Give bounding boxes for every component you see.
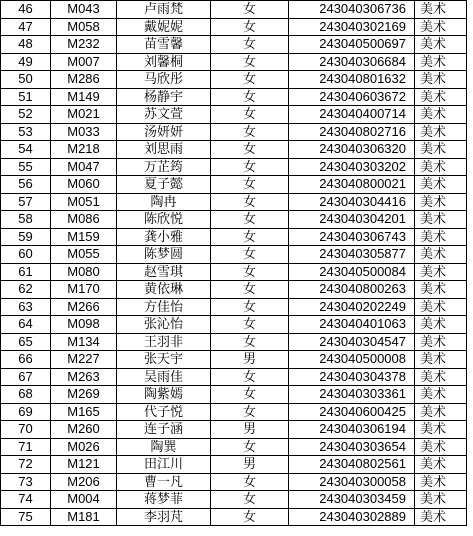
row-exam-number-cell: 243040306684 [289, 53, 415, 71]
row-name-cell: 黄依琳 [117, 281, 211, 299]
row-id-cell: M286 [51, 71, 117, 89]
row-id-cell: M086 [51, 211, 117, 229]
row-gender-cell: 女 [211, 263, 289, 281]
row-name-cell: 蒋梦菲 [117, 491, 211, 509]
row-major-cell: 美术 [415, 263, 467, 281]
table-row [1, 351, 467, 369]
row-id-cell: M021 [51, 106, 117, 124]
row-id-cell: M181 [51, 508, 117, 526]
row-name-cell: 赵雪琪 [117, 263, 211, 281]
table-row [1, 473, 467, 491]
row-name-cell: 苗雪馨 [117, 36, 211, 54]
row-name-cell: 陈梦圆 [117, 246, 211, 264]
row-seq-cell: 49 [1, 53, 51, 71]
row-id-cell: M170 [51, 281, 117, 299]
row-exam-number-cell: 243040304201 [289, 211, 415, 229]
row-exam-number-cell: 243040306320 [289, 141, 415, 159]
table-row [1, 246, 467, 264]
row-gender-cell: 女 [211, 176, 289, 194]
table-row [1, 176, 467, 194]
row-id-cell: M232 [51, 36, 117, 54]
row-major-cell: 美术 [415, 123, 467, 141]
row-major-cell: 美术 [415, 193, 467, 211]
row-exam-number-cell: 243040302169 [289, 18, 415, 36]
row-id-cell: M060 [51, 176, 117, 194]
table-row [1, 193, 467, 211]
row-name-cell: 夏子懿 [117, 176, 211, 194]
row-major-cell: 美术 [415, 456, 467, 474]
row-gender-cell: 女 [211, 508, 289, 526]
table-row [1, 141, 467, 159]
row-id-cell: M227 [51, 351, 117, 369]
row-gender-cell: 女 [211, 333, 289, 351]
row-id-cell: M033 [51, 123, 117, 141]
row-name-cell: 李羽芃 [117, 508, 211, 526]
row-id-cell: M134 [51, 333, 117, 351]
table-row [1, 333, 467, 351]
row-major-cell: 美术 [415, 438, 467, 456]
row-exam-number-cell: 243040400714 [289, 106, 415, 124]
row-name-cell: 连子涵 [117, 421, 211, 439]
row-exam-number-cell: 243040500697 [289, 36, 415, 54]
row-major-cell: 美术 [415, 333, 467, 351]
row-gender-cell: 女 [211, 106, 289, 124]
row-id-cell: M121 [51, 456, 117, 474]
row-major-cell: 美术 [415, 508, 467, 526]
row-id-cell: M206 [51, 473, 117, 491]
row-exam-number-cell: 243040303459 [289, 491, 415, 509]
row-gender-cell: 女 [211, 386, 289, 404]
row-exam-number-cell: 243040603672 [289, 88, 415, 106]
row-gender-cell: 女 [211, 403, 289, 421]
row-id-cell: M263 [51, 368, 117, 386]
row-name-cell: 陶冉 [117, 193, 211, 211]
row-major-cell: 美术 [415, 176, 467, 194]
table-row [1, 228, 467, 246]
row-name-cell: 吴雨佳 [117, 368, 211, 386]
row-seq-cell: 61 [1, 263, 51, 281]
row-seq-cell: 47 [1, 18, 51, 36]
row-exam-number-cell: 243040306736 [289, 1, 415, 19]
row-id-cell: M004 [51, 491, 117, 509]
table-row [1, 88, 467, 106]
row-exam-number-cell: 243040303654 [289, 438, 415, 456]
row-major-cell: 美术 [415, 1, 467, 19]
row-exam-number-cell: 243040801632 [289, 71, 415, 89]
row-seq-cell: 48 [1, 36, 51, 54]
row-id-cell: M165 [51, 403, 117, 421]
row-seq-cell: 59 [1, 228, 51, 246]
row-major-cell: 美术 [415, 71, 467, 89]
row-seq-cell: 70 [1, 421, 51, 439]
row-seq-cell: 50 [1, 71, 51, 89]
row-gender-cell: 女 [211, 1, 289, 19]
row-seq-cell: 69 [1, 403, 51, 421]
table-row [1, 421, 467, 439]
table-row [1, 316, 467, 334]
row-gender-cell: 女 [211, 53, 289, 71]
row-gender-cell: 女 [211, 88, 289, 106]
row-gender-cell: 女 [211, 141, 289, 159]
row-gender-cell: 女 [211, 246, 289, 264]
row-major-cell: 美术 [415, 228, 467, 246]
table-row [1, 386, 467, 404]
row-seq-cell: 60 [1, 246, 51, 264]
row-major-cell: 美术 [415, 421, 467, 439]
roster-table-body [1, 1, 467, 526]
row-exam-number-cell: 243040304378 [289, 368, 415, 386]
row-exam-number-cell: 243040304416 [289, 193, 415, 211]
row-major-cell: 美术 [415, 316, 467, 334]
row-seq-cell: 68 [1, 386, 51, 404]
row-gender-cell: 女 [211, 228, 289, 246]
row-major-cell: 美术 [415, 491, 467, 509]
row-id-cell: M080 [51, 263, 117, 281]
row-gender-cell: 女 [211, 18, 289, 36]
table-row [1, 403, 467, 421]
row-exam-number-cell: 243040202249 [289, 298, 415, 316]
row-major-cell: 美术 [415, 158, 467, 176]
table-row [1, 263, 467, 281]
row-name-cell: 陶紫嫣 [117, 386, 211, 404]
table-row [1, 1, 467, 19]
row-major-cell: 美术 [415, 211, 467, 229]
row-name-cell: 张天宇 [117, 351, 211, 369]
row-exam-number-cell: 243040302889 [289, 508, 415, 526]
row-seq-cell: 71 [1, 438, 51, 456]
row-name-cell: 马欣彤 [117, 71, 211, 89]
row-seq-cell: 66 [1, 351, 51, 369]
row-exam-number-cell: 243040304547 [289, 333, 415, 351]
table-row [1, 71, 467, 89]
row-exam-number-cell: 243040300058 [289, 473, 415, 491]
table-row [1, 158, 467, 176]
table-row [1, 438, 467, 456]
table-row [1, 368, 467, 386]
row-seq-cell: 55 [1, 158, 51, 176]
table-row [1, 456, 467, 474]
row-name-cell: 方佳怡 [117, 298, 211, 316]
row-gender-cell: 男 [211, 351, 289, 369]
row-gender-cell: 女 [211, 193, 289, 211]
row-exam-number-cell: 243040600425 [289, 403, 415, 421]
table-row [1, 36, 467, 54]
row-seq-cell: 67 [1, 368, 51, 386]
row-major-cell: 美术 [415, 18, 467, 36]
table-row [1, 18, 467, 36]
row-major-cell: 美术 [415, 141, 467, 159]
row-major-cell: 美术 [415, 473, 467, 491]
row-exam-number-cell: 243040802716 [289, 123, 415, 141]
row-seq-cell: 74 [1, 491, 51, 509]
table-row [1, 298, 467, 316]
row-major-cell: 美术 [415, 281, 467, 299]
row-id-cell: M026 [51, 438, 117, 456]
row-major-cell: 美术 [415, 368, 467, 386]
row-id-cell: M043 [51, 1, 117, 19]
row-major-cell: 美术 [415, 246, 467, 264]
row-seq-cell: 73 [1, 473, 51, 491]
row-seq-cell: 56 [1, 176, 51, 194]
row-gender-cell: 女 [211, 71, 289, 89]
row-id-cell: M149 [51, 88, 117, 106]
row-exam-number-cell: 243040303202 [289, 158, 415, 176]
row-exam-number-cell: 243040800263 [289, 281, 415, 299]
row-seq-cell: 54 [1, 141, 51, 159]
row-seq-cell: 62 [1, 281, 51, 299]
table-row [1, 211, 467, 229]
table-row [1, 491, 467, 509]
row-gender-cell: 女 [211, 281, 289, 299]
row-gender-cell: 女 [211, 36, 289, 54]
row-seq-cell: 75 [1, 508, 51, 526]
row-gender-cell: 女 [211, 368, 289, 386]
row-major-cell: 美术 [415, 106, 467, 124]
row-name-cell: 刘思雨 [117, 141, 211, 159]
row-gender-cell: 女 [211, 211, 289, 229]
row-exam-number-cell: 243040306194 [289, 421, 415, 439]
row-gender-cell: 女 [211, 123, 289, 141]
row-name-cell: 龚小雅 [117, 228, 211, 246]
row-name-cell: 卢雨梵 [117, 1, 211, 19]
row-major-cell: 美术 [415, 386, 467, 404]
row-major-cell: 美术 [415, 53, 467, 71]
row-major-cell: 美术 [415, 298, 467, 316]
row-name-cell: 刘馨桐 [117, 53, 211, 71]
row-gender-cell: 女 [211, 316, 289, 334]
row-seq-cell: 52 [1, 106, 51, 124]
row-gender-cell: 女 [211, 491, 289, 509]
row-exam-number-cell: 243040303361 [289, 386, 415, 404]
row-seq-cell: 64 [1, 316, 51, 334]
row-name-cell: 万芷筠 [117, 158, 211, 176]
row-seq-cell: 58 [1, 211, 51, 229]
row-name-cell: 张沁怡 [117, 316, 211, 334]
row-major-cell: 美术 [415, 403, 467, 421]
row-name-cell: 田江川 [117, 456, 211, 474]
row-name-cell: 王羽非 [117, 333, 211, 351]
table-row [1, 106, 467, 124]
row-exam-number-cell: 243040500084 [289, 263, 415, 281]
row-id-cell: M055 [51, 246, 117, 264]
row-gender-cell: 男 [211, 456, 289, 474]
row-seq-cell: 46 [1, 1, 51, 19]
row-name-cell: 苏文萱 [117, 106, 211, 124]
row-seq-cell: 57 [1, 193, 51, 211]
row-seq-cell: 72 [1, 456, 51, 474]
row-name-cell: 戴妮妮 [117, 18, 211, 36]
row-gender-cell: 女 [211, 438, 289, 456]
row-id-cell: M159 [51, 228, 117, 246]
row-id-cell: M098 [51, 316, 117, 334]
row-name-cell: 杨静宇 [117, 88, 211, 106]
row-exam-number-cell: 243040500008 [289, 351, 415, 369]
row-major-cell: 美术 [415, 36, 467, 54]
row-name-cell: 曹一凡 [117, 473, 211, 491]
row-name-cell: 汤妍妍 [117, 123, 211, 141]
row-id-cell: M266 [51, 298, 117, 316]
table-row [1, 53, 467, 71]
row-exam-number-cell: 243040802561 [289, 456, 415, 474]
table-row [1, 281, 467, 299]
row-name-cell: 代子悦 [117, 403, 211, 421]
row-exam-number-cell: 243040800021 [289, 176, 415, 194]
row-seq-cell: 53 [1, 123, 51, 141]
row-id-cell: M218 [51, 141, 117, 159]
row-exam-number-cell: 243040306743 [289, 228, 415, 246]
row-id-cell: M007 [51, 53, 117, 71]
row-id-cell: M058 [51, 18, 117, 36]
row-id-cell: M047 [51, 158, 117, 176]
row-gender-cell: 女 [211, 158, 289, 176]
row-id-cell: M260 [51, 421, 117, 439]
row-name-cell: 陈欣悦 [117, 211, 211, 229]
row-name-cell: 陶巽 [117, 438, 211, 456]
row-exam-number-cell: 243040401063 [289, 316, 415, 334]
row-id-cell: M269 [51, 386, 117, 404]
row-seq-cell: 65 [1, 333, 51, 351]
table-row [1, 508, 467, 526]
row-gender-cell: 男 [211, 421, 289, 439]
row-major-cell: 美术 [415, 88, 467, 106]
row-seq-cell: 51 [1, 88, 51, 106]
row-gender-cell: 女 [211, 473, 289, 491]
row-major-cell: 美术 [415, 351, 467, 369]
row-exam-number-cell: 243040305877 [289, 246, 415, 264]
row-gender-cell: 女 [211, 298, 289, 316]
row-seq-cell: 63 [1, 298, 51, 316]
table-row [1, 123, 467, 141]
row-id-cell: M051 [51, 193, 117, 211]
